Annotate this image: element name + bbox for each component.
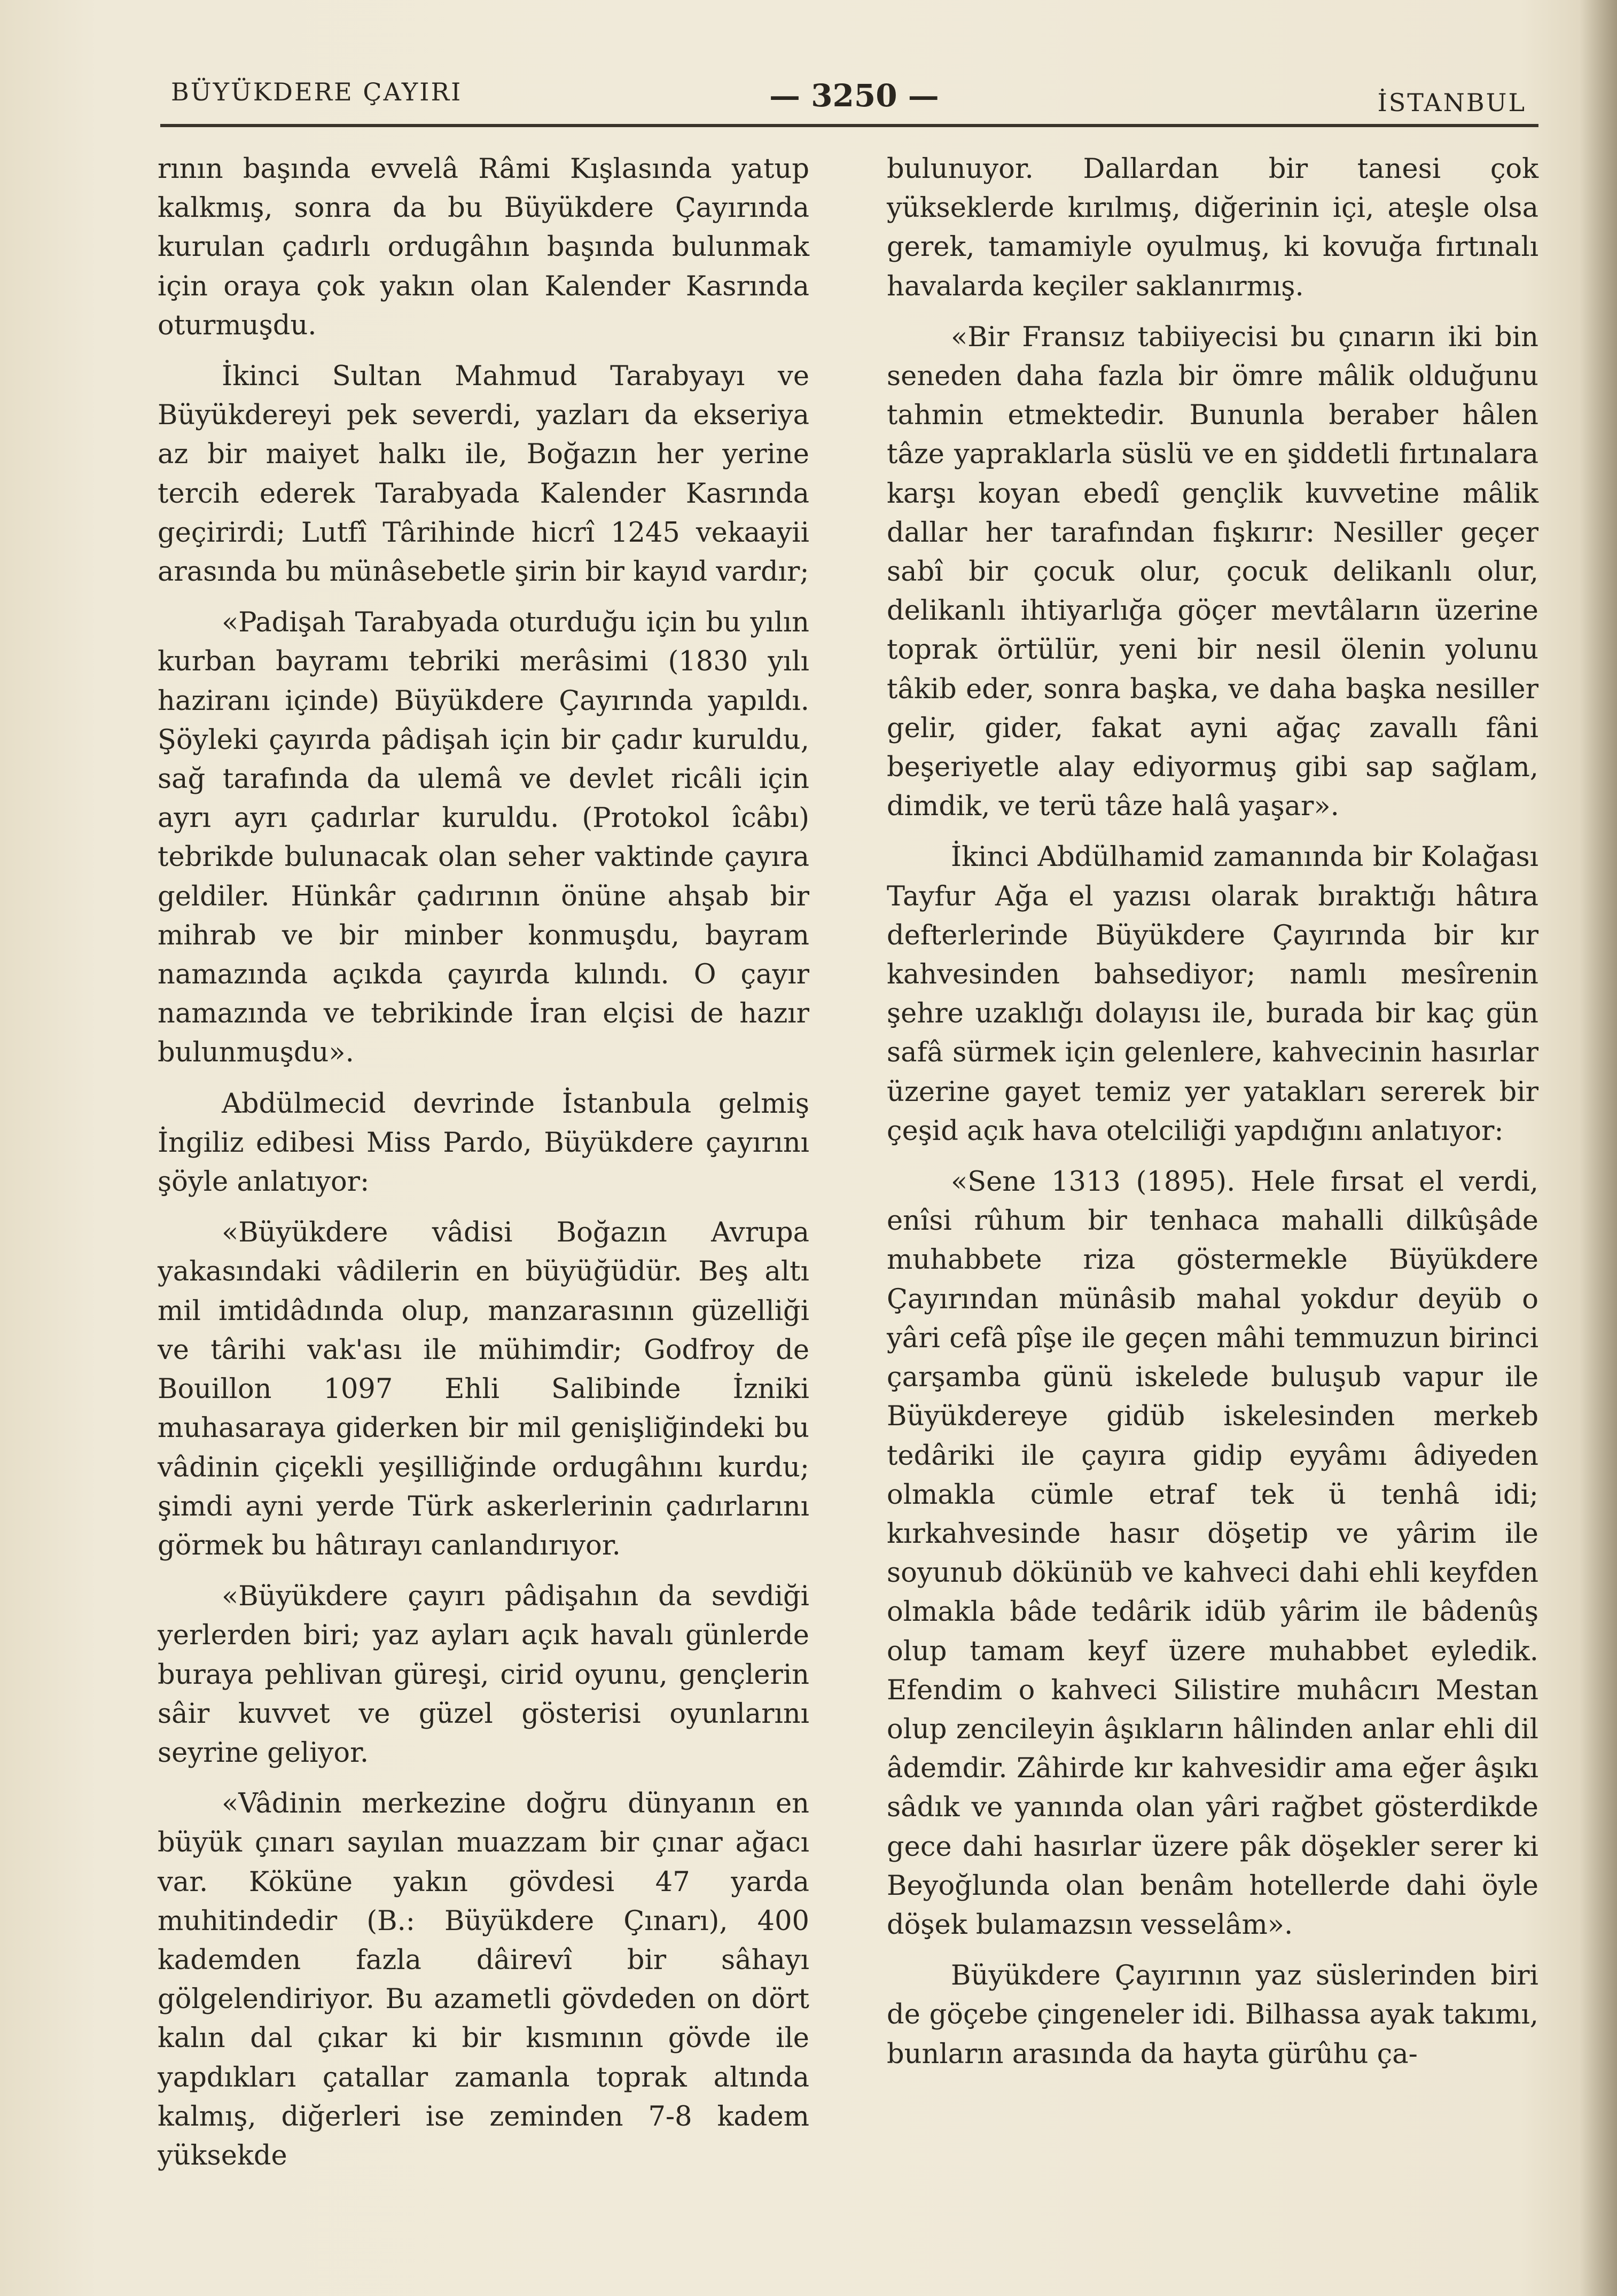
header-rule [160,124,1538,127]
paragraph: Abdülmecid devrinde İstanbula gelmiş İngiliz edibesi Miss Pardo, Büyükdere çayırını şöyle anlatıyor: [158,1088,809,1198]
quote-paragraph: «Padişah Tarabyada oturduğu için bu yılın kurban bayramı tebriki merâsimi (1830 yılı haziranı içinde) Büyükdere Çayırında yapıldı. Şöyleki çayırda pâdişah için bir çadır kuruldu, sağ tarafında da ulemâ ve devlet ricâli için ayrı ayrı çadırlar kuruldu. (Protokol îcâbı) tebrikde bulunacak olan seher vaktinde çayıra geldiler. Hünkâr çadırının önüne ahşab bir mihrab ve bir minber konmuşdu, bayram namazında açıkda çayırda kılındı. O çayır namazında ve tebrikinde İran elçisi de hazır bulunmuşdu». [158,607,809,1069]
quote-paragraph: «Büyükdere vâdisi Boğazın Avrupa yakasındaki vâdilerin en büyüğüdür. Beş altı mil imtidâdında olup, manzarasının güzelliği ve târihi vak'ası ile mühimdir; Godfroy de Bouillon 1097 Ehli Salibinde İzniki muhasaraya giderken bir mil genişliğindeki bu vâdinin çiçekli yeşilliğinde ordugâhını kurdu; şimdi ayni yerde Türk askerlerinin çadırlarını görmek bu hâtırayı canlandırıyor. [158,1217,809,1561]
quote-paragraph: «Vâdinin merkezine doğru dünyanın en büyük çınarı sayılan muazzam bir çınar ağacı var. Köküne yakın gövdesi 47 yarda muhitindedir (B.: Büyükdere Çınarı), 400 kademden fazla dâirevî bir sâhayı gölgelendiriyor. Bu azametli gövdeden on dört kalın dal çıkar ki bir kısmının gövde ile yapdıkları çatallar zamanla toprak altında kalmış, diğerleri ise zeminden 7-8 kadem yüksekde [158,1788,809,2172]
page-edge-shadow [1580,0,1617,2296]
quote-paragraph: «Büyükdere çayırı pâdişahın da sevdiği yerlerden biri; yaz ayları açık havalı günlerde buraya pehlivan güreşi, cirid oyunu, gençlerin sâir kuvvet ve güzel gösterisi oyunlarını seyrine geliyor. [158,1581,809,1769]
paragraph: rının başında evvelâ Râmi Kışlasında yatup kalkmış, sonra da bu Büyükdere Çayırında kurulan çadırlı ordugâhın başında bulunmak için oraya çok yakın olan Kalender Kasrında oturmuşdu. [158,153,809,341]
paragraph: Büyükdere Çayırının yaz süslerinden biri de göçebe çingeneler idi. Bilhassa ayak takımı, bunların arasında da hayta gürûhu ça- [887,1960,1538,2070]
right-column [887,150,1538,2086]
header-section-title: BÜYÜKDERE ÇAYIRI [171,77,463,106]
paragraph: İkinci Sultan Mahmud Tarabyayı ve Büyükdereyi pek severdi, yazları da ekseriya az bir maiyet halkı ile, Boğazın her yerine tercih ederek Tarabyada Kalender Kasrında geçirirdi; Lutfî Târihinde hicrî 1245 vekaayii arasında bu münâsebetle şirin bir kayıd vardır; [158,361,809,588]
quote-paragraph: «Bir Fransız tabiiyecisi bu çınarın iki bin seneden daha fazla bir ömre mâlik olduğunu tahmin etmektedir. Bununla beraber hâlen tâze yapraklarla süslü ve en şiddetli fırtınalara karşı koyan ebedî gençlik kuvvetine mâlik dallar her tarafından fışkırır: Nesiller geçer sabî bir çocuk olur, çocuk delikanlı olur, delikanlı ihtiyarlığa göçer mevtâların üzerine toprak örtülür, yeni bir nesil ölenin yolunu tâkib eder, sonra başka, ve daha başka nesiller gelir, gider, fakat ayni ağaç zavallı fâni beşeriyetle alay ediyormuş gibi sap sağlam, dimdik, ve terü tâze halâ yaşar». [887,321,1538,823]
paragraph: bulunuyor. Dallardan bir tanesi çok yükseklerde kırılmış, diğerinin içi, ateşle olsa gerek, tamamiyle oyulmuş, ki kovuğa fırtınalı havalarda keçiler saklanırmış. [887,153,1538,302]
running-header [160,69,1537,128]
quote-paragraph: «Sene 1313 (1895). Hele fırsat el verdi, enîsi rûhum bir tenhaca mahalli dilkûşâde muhabbete riza göstermekle Büyükdere Çayırından münâsib mahal yokdur deyüb o yâri cefâ pîşe ile geçen mâhi temmuzun birinci çarşamba günü iskelede buluşub vapur ile Büyükdereye gidüb iskelesinden merkeb tedâriki ile çayıra gidip eyyâmı âdiyeden olmakla cümle etraf tek ü tenhâ idi; kırkahvesinde hasır döşetip ve yârim ile soyunub dökünüb ve kahveci dahi ehli keyfden olmakla bâde tedârik idüb yârim ile bâdenûş olup tamam keyf üzere muhabbet eyledik. Efendim o kahveci Silistire muhâcırı Mestan olup zencileyin âşıkların hâlinden anlar ehli dil âdemdir. Zâhirde kır kahvesidir ama eğer âşıkı sâdık ve yanında olan yâri rağbet gösterdikde gece dahi hasırlar üzere pâk döşekler serer ki Beyoğlunda olan benâm hotellerde dahi öyle döşek bulamazsın vesselâm». [887,1166,1538,1941]
page-number: — 3250 — [769,77,939,114]
paragraph: İkinci Abdülhamid zamanında bir Kolağası Tayfur Ağa el yazısı olarak bıraktığı hâtıra defterlerinde Büyükdere Çayırında bir kır kahvesinden bahsediyor; namlı mesîrenin şehre uzaklığı dolayısı ile, burada bir kaç gün safâ sürmek için gelenlere, kahvecinin hasırlar üzerine gayet temiz yer yatakları sererek bir çeşid açık hava otelciliği yapdığını anlatıyor: [887,841,1538,1147]
header-volume-title: İSTANBUL [1377,88,1526,117]
left-column [158,150,809,2187]
